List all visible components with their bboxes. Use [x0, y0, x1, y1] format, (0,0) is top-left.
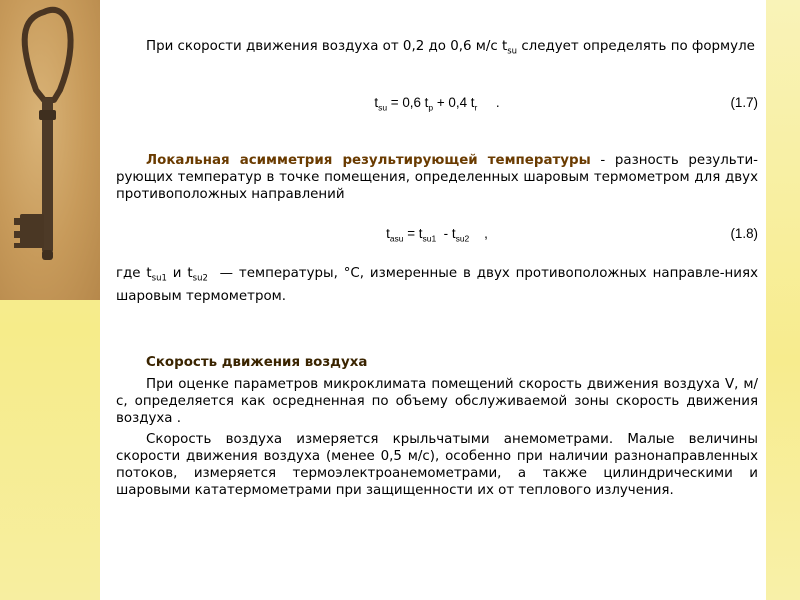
key-icon — [0, 0, 100, 300]
paragraph-asymmetry-definition: Локальная асимметрия результирующей температуры - разность результи-рующих температур в точке помещения, определенных шаровым термометром для двух противоположных направлений — [116, 153, 758, 202]
term-local-asymmetry: Локальная асимметрия результирующей температуры — [146, 153, 591, 168]
key-image — [0, 0, 100, 300]
formula-1-7 — [116, 95, 758, 113]
formula-1-8-number: (1.8) — [730, 226, 758, 241]
paragraph-velocity-parameters: При оценке параметров микроклимата помещений скорость движения воздуха V, м/с, определяется как осредненная по объему обслуживаемой зоны скорость движения воздуха . — [116, 377, 758, 426]
formula-1-7-number: (1.7) — [730, 95, 758, 110]
formula-1-7-expression: $t_{su} = 0,6$ $t_p + 0,4$ $t_r$ . — [374, 95, 500, 113]
right-decorative-band — [766, 0, 800, 600]
paragraph-velocity-measurement: Скорость воздуха измеряется крыльчатыми анемометрами. Малые величины скорости движения воздуха (менее 0,5 м/с), особенно при наличии разнонаправленных потоков, измеряется термоэлектроанемометрами, а также цилиндрическими и шаровыми кататермометрами при защищенности их от теплового излучения. — [116, 432, 758, 498]
paragraph-where-clause: где $t_{su1}$ и $t_{su2}$ — температуры, °С, измеренные в двух противоположных направле-ниях шаровым термометром. — [116, 266, 763, 304]
formula-1-8 — [116, 226, 758, 244]
slide-content — [116, 0, 763, 600]
section-heading-air-velocity: Скорость движения воздуха — [146, 355, 368, 370]
formula-1-8-expression: $t_{asu} = t_{su1} - t_{su2}$ , — [386, 226, 488, 244]
paragraph-velocity-intro: При скорости движения воздуха от 0,2 до 0,6 м/с $t_{su}$ следует определять по формуле — [146, 39, 755, 57]
